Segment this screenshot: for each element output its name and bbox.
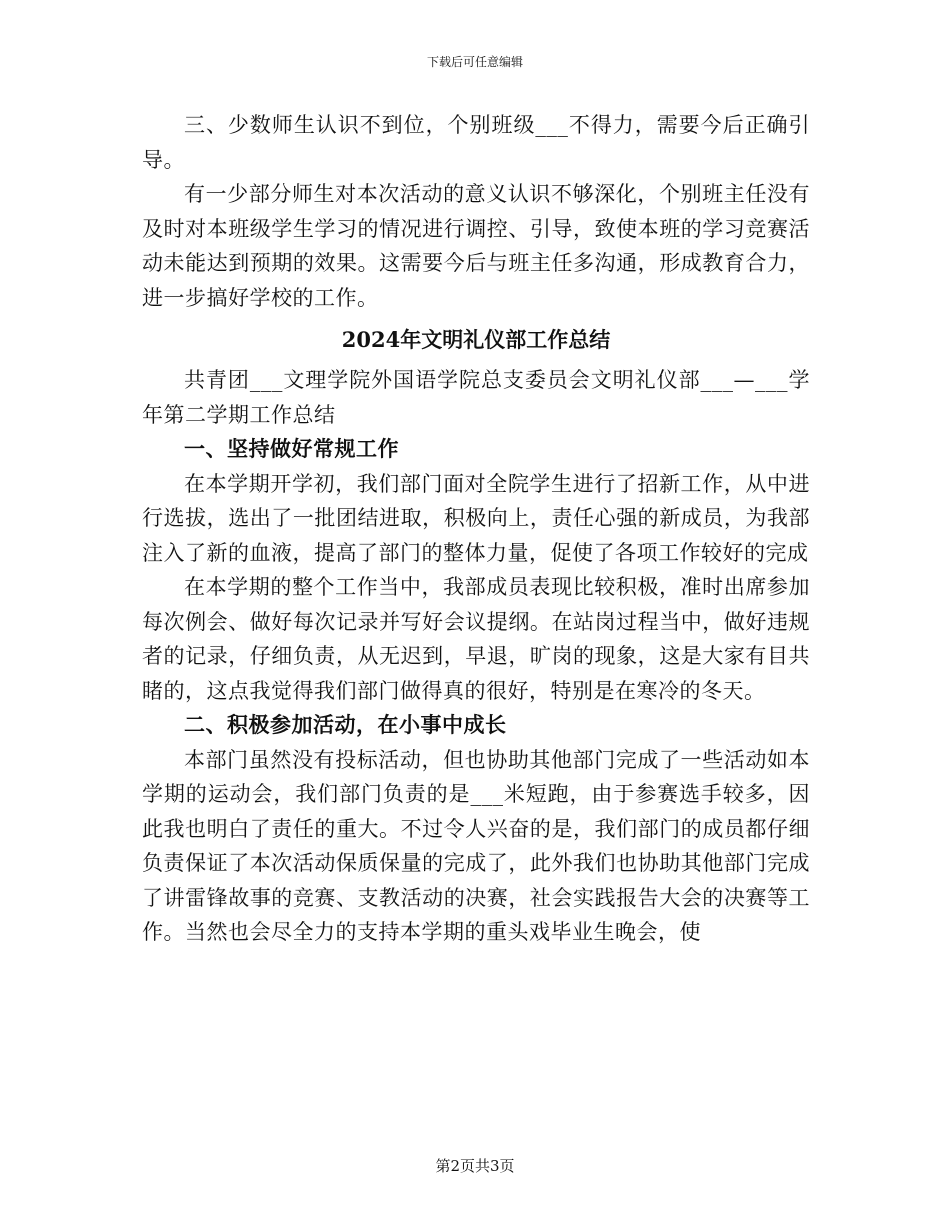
paragraph-1: 三、少数师生认识不到位，个别班级___不得力，需要今后正确引导。 — [142, 113, 810, 172]
paragraph-5: 在本学期的整个工作当中，我部成员表现比较积极，准时出席参加每次例会、做好每次记录并写好会议提纲。在站岗过程当中，做好违规者的记录，仔细负责，从无迟到，早退，旷岗的现象，这是大家有目共睹的，这点我觉得我们部门做得真的很好，特别是在寒冷的冬天。 — [142, 575, 810, 703]
paragraph-6: 本部门虽然没有投标活动，但也协助其他部门完成了一些活动如本学期的运动会，我们部门负责的是___米短跑，由于参赛选手较多，因此我也明白了责任的重大。不过令人兴奋的是，我们部门的成员都仔细负责保证了本次活动保质保量的完成了，此外我们也协助其他部门完成了讲雷锋故事的竞赛、支教活动的决赛，社会实践报告大会的决赛等工作。当然也会尽全力的支持本学期的重头戏毕业生晚会，使 — [142, 747, 810, 944]
paragraph-4: 在本学期开学初，我们部门面对全院学生进行了招新工作，从中进行选拔，选出了一批团结进取，积极向上，责任心强的新成员，为我部注入了新的血液，提高了部门的整体力量，促使了各项工作较好的完成 — [142, 471, 810, 565]
section-heading-2: 二、积极参加活动，在小事中成长 — [184, 712, 507, 737]
paragraph-2: 有一少部分师生对本次活动的意义认识不够深化，个别班主任没有及时对本班级学生学习的情况进行调控、引导，致使本班的学习竞赛活动未能达到预期的效果。这需要今后与班主任多沟通，形成教育合力，进一步搞好学校的工作。 — [142, 182, 810, 310]
document-title: 2024年文明礼仪部工作总结 — [341, 327, 611, 352]
document-body — [142, 108, 810, 950]
paragraph-3: 共青团___文理学院外国语学院总支委员会文明礼仪部___—___学年第二学期工作总结 — [142, 368, 810, 427]
page-header: 下载后可任意编辑 — [426, 55, 523, 69]
section-heading-1: 一、坚持做好常规工作 — [184, 436, 399, 461]
page-footer: 第2页共3页 — [435, 1157, 515, 1175]
